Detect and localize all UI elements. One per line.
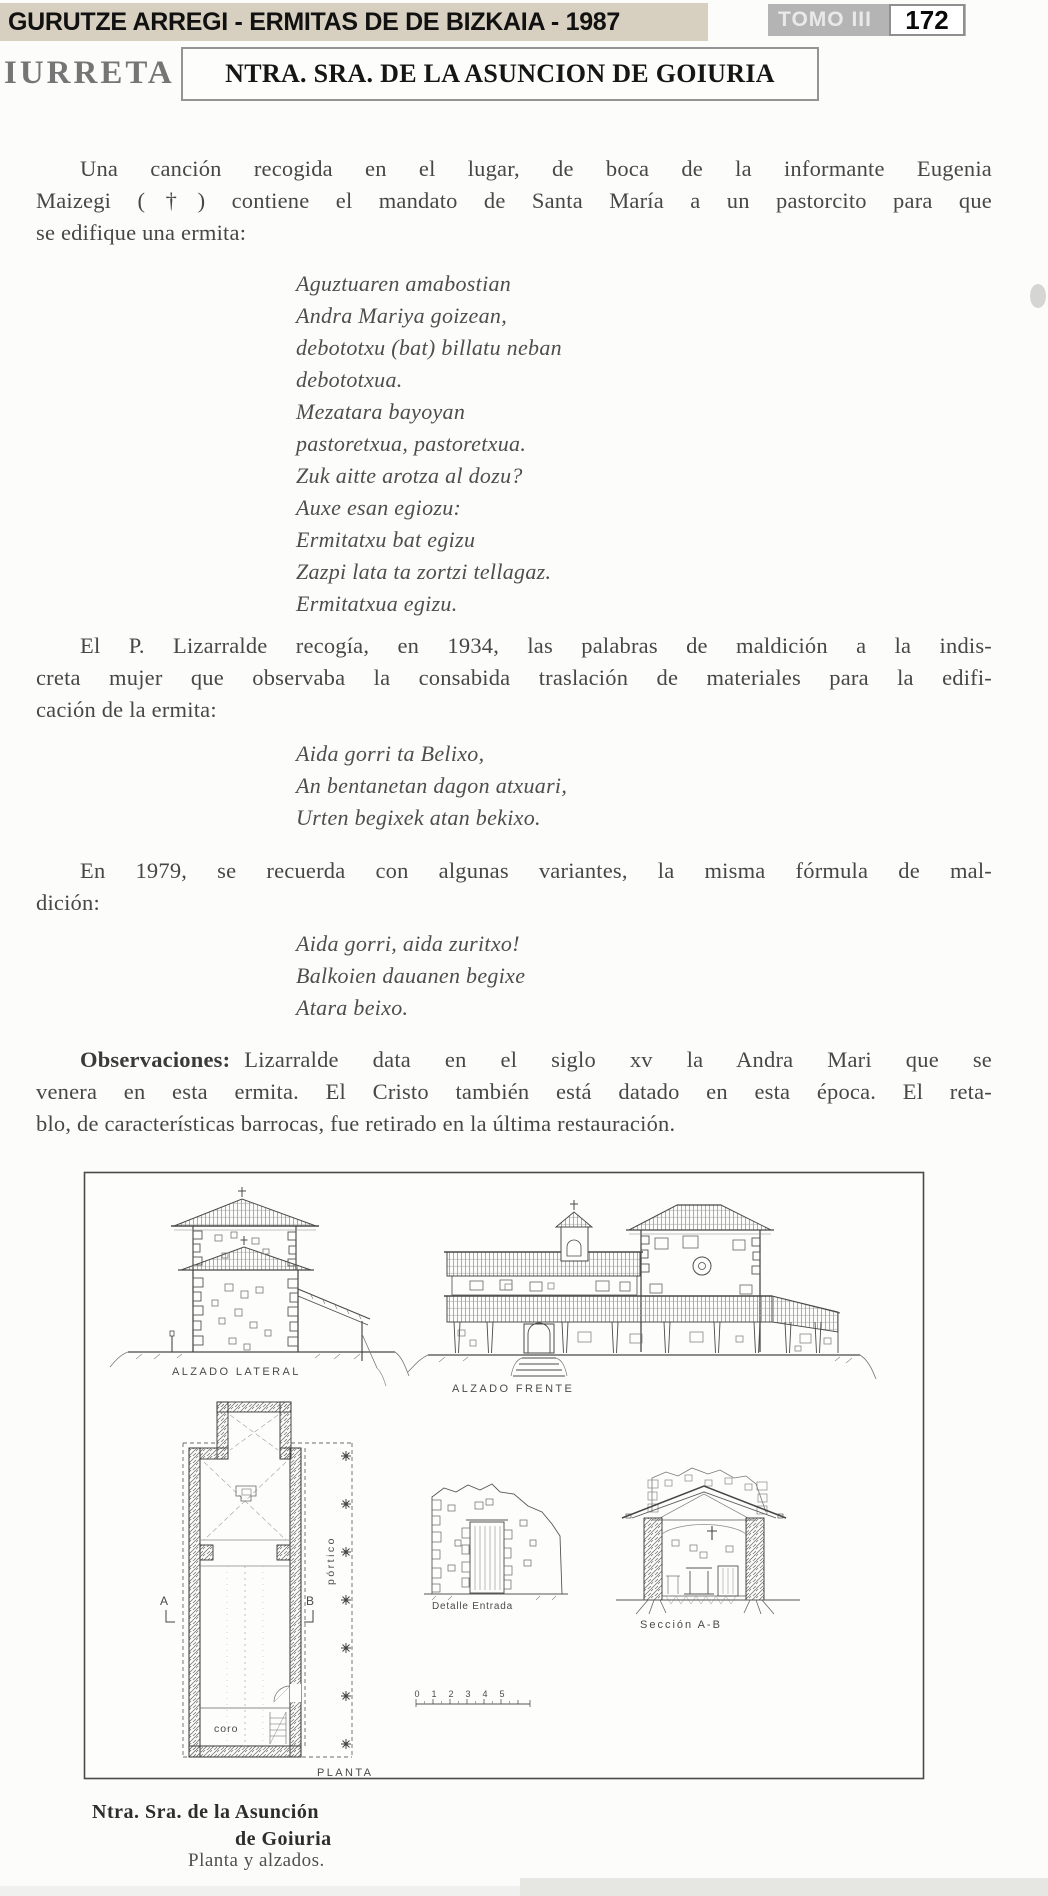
verse-line: Ermitatxu bat egizu	[296, 527, 476, 552]
scan-artifact	[520, 1878, 1048, 1896]
section-marker-b: B	[306, 1594, 315, 1608]
front-elevation-label: ALZADO FRENTE	[452, 1383, 575, 1395]
observaciones-label: Observaciones:	[80, 1047, 231, 1072]
text-line: Maizegi (†) contiene el mandato de Santa María a un pastorcito para que	[36, 188, 992, 213]
text-line: En 1979, se recuerda con algunas variantes, la misma fórmula de mal-	[80, 858, 992, 883]
verse-line: debototxu (bat) billatu neban	[296, 335, 562, 360]
text-line: venera en esta ermita. El Cristo también está datado en esta época. El reta-	[36, 1079, 992, 1104]
coro-label: coro	[214, 1723, 239, 1735]
scale-tick: 0	[414, 1689, 420, 1699]
caption-line-2: de Goiuria	[235, 1828, 332, 1850]
portico-label: pórtico	[325, 1535, 337, 1585]
cross-section-label: Sección A-B	[640, 1619, 722, 1631]
verse-line: Aida gorri, aida zuritxo!	[296, 931, 520, 956]
verse-line: Urten begixek atan bekixo.	[296, 805, 541, 830]
caption-line-1: Ntra. Sra. de la Asunción	[92, 1801, 319, 1823]
verse-line: Aguztuaren amabostian	[296, 271, 512, 296]
verse-line: Aida gorri ta Belixo,	[296, 741, 485, 766]
verse-line: debototxua.	[296, 367, 403, 392]
scale-tick: 2	[448, 1689, 454, 1699]
book-title: GURUTZE ARREGI - ERMITAS DE DE BIZKAIA - 1987	[8, 7, 621, 36]
scan-artifact	[0, 1886, 520, 1896]
section-marker-a: A	[160, 1594, 169, 1608]
verse-line: Andra Mariya goizean,	[296, 303, 508, 328]
verse-line: Ermitatxua egizu.	[296, 591, 458, 616]
scale-tick: 5	[499, 1689, 505, 1699]
verse-line: Balkoien dauanen begixe	[296, 963, 526, 988]
observaciones-text: Lizarralde data en el siglo xv la Andra Mari que se	[244, 1047, 992, 1072]
scale-tick: 1	[431, 1689, 437, 1699]
verse-line: pastoretxua, pastoretxua.	[296, 431, 527, 456]
page-number: 172	[889, 4, 965, 36]
caption-line-3: Planta y alzados.	[188, 1850, 325, 1871]
verse-line: Auxe esan egiozu:	[296, 495, 462, 520]
verse-line: Atara beixo.	[296, 995, 409, 1020]
floor-plan-label: PLANTA	[317, 1767, 374, 1779]
verse-line: An bentanetan dagon atxuari,	[296, 773, 568, 798]
volume-label: TOMO III	[778, 8, 872, 31]
municipality-name: IURRETA	[4, 55, 175, 91]
text-line: blo, de características barrocas, fue retirado en la última restauración.	[36, 1111, 676, 1136]
scale-tick: 3	[465, 1689, 471, 1699]
verse-line: Mezatara bayoyan	[296, 399, 466, 424]
text-line: dición:	[36, 890, 100, 915]
side-elevation-label: ALZADO LATERAL	[172, 1366, 301, 1378]
text-line: creta mujer que observaba la consabida traslación de materiales para la edifi-	[36, 665, 992, 690]
entrance-detail-label: Detalle Entrada	[432, 1601, 513, 1612]
text-line: Una canción recogida en el lugar, de boca de la informante Eugenia	[80, 156, 992, 181]
scale-tick: 4	[482, 1689, 488, 1699]
verse-line: Zazpi lata ta zortzi tellagaz.	[296, 559, 552, 584]
text-line: El P. Lizarralde recogía, en 1934, las palabras de maldición a la indis-	[80, 633, 992, 658]
verse-line: Zuk aitte arotza al dozu?	[296, 463, 523, 488]
text-line: se edifique una ermita:	[36, 220, 247, 245]
text-line: cación de la ermita:	[36, 697, 217, 722]
scan-artifact	[1030, 284, 1046, 308]
ermita-title: NTRA. SRA. DE LA ASUNCION DE GOIURIA	[225, 59, 775, 88]
